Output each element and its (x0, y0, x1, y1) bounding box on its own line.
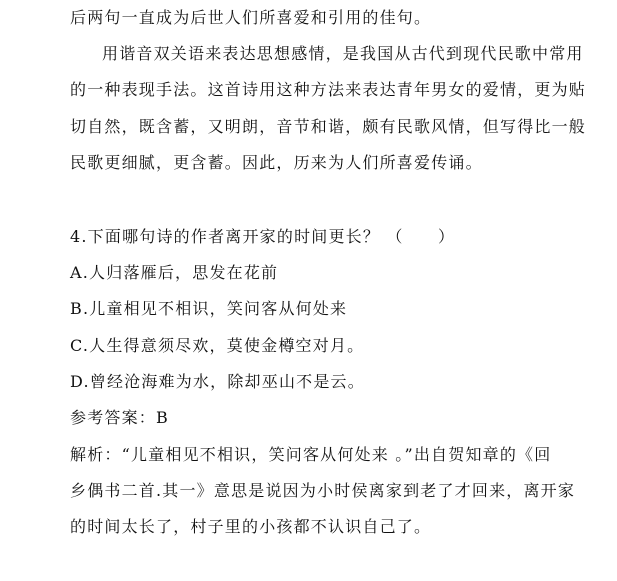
paragraph-2-line-1: 用谐音双关语来表达思想感情，是我国从古代到现代民歌中常用 (102, 44, 584, 63)
option-b: B.儿童相见不相识，笑问客从何处来 (70, 299, 348, 318)
paragraph-2-line-4: 民歌更细腻，更含蓄。因此，历来为人们所喜爱传诵。 (70, 153, 483, 172)
analysis-line-3: 的时间太长了，村子里的小孩都不认识自己了。 (70, 517, 432, 536)
paragraph-1-line-1: 后两句一直成为后世人们所喜爱和引用的佳句。 (70, 8, 432, 27)
paragraph-2-line-2: 的一种表现手法。这首诗用这种方法来表达青年男女的爱情，更为贴 (70, 80, 587, 99)
analysis-line-1: 解析：“儿童相见不相识，笑问客从何处来 。”出自贺知章的《回 (70, 445, 552, 464)
option-d: D.曾经沧海难为水，除却巫山不是云。 (70, 372, 365, 391)
option-a: A.人归落雁后，思发在花前 (70, 263, 279, 282)
analysis-line-2: 乡偶书二首.其一》意思是说因为小时侯离家到老了才回来，离开家 (70, 481, 576, 500)
option-c: C.人生得意须尽欢，莫使金樽空对月。 (70, 336, 365, 355)
question-stem: 4.下面哪句诗的作者离开家的时间更长？ （ ） (70, 227, 456, 246)
paragraph-2-line-3: 切自然，既含蓄，又明朗，音节和谐，颇有民歌风情，但写得比一般 (70, 117, 587, 136)
reference-answer: 参考答案：B (70, 408, 169, 427)
